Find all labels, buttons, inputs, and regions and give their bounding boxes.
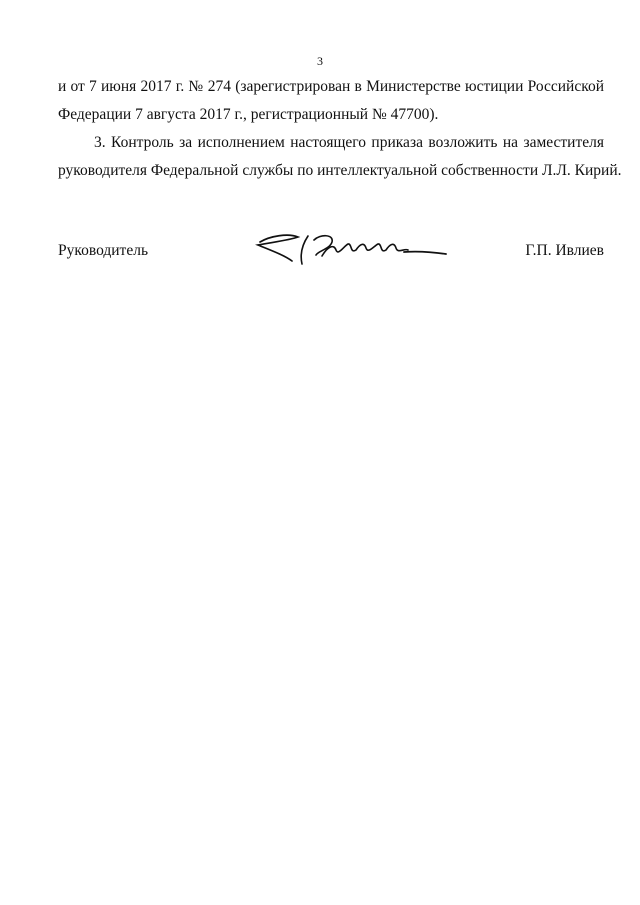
body-line-3: 3. Контроль за исполнением настоящего приказа возложить на заместителя (94, 134, 604, 151)
signer-name: Г.П. Ивлиев (525, 242, 604, 259)
body-line-2: Федерации 7 августа 2017 г., регистрационный № 47700). (58, 106, 439, 123)
signature-block (58, 242, 604, 266)
body-line-1: и от 7 июня 2017 г. № 274 (зарегистрирован в Министерстве юстиции Российской (58, 78, 604, 95)
signer-title: Руководитель (58, 242, 149, 259)
page-number: 3 (317, 54, 323, 68)
handwritten-signature-icon (250, 228, 450, 268)
body-line-4: руководителя Федеральной службы по интеллектуальной собственности Л.Л. Кирий. (58, 162, 622, 179)
